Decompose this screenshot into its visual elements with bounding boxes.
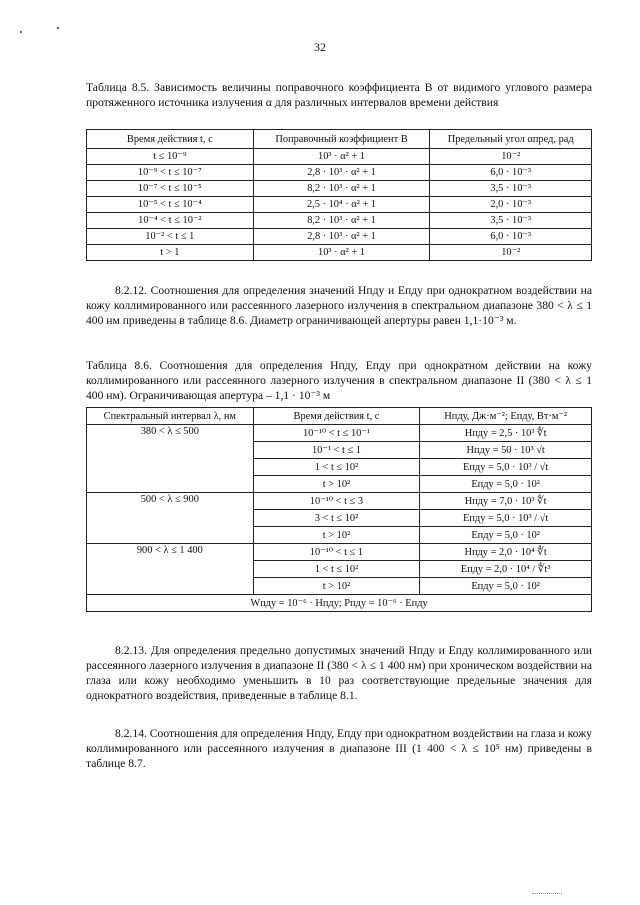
table-row: [87, 544, 592, 561]
col-header: Время действия t, с: [253, 408, 420, 425]
col-header: Спектральный интервал λ, нм: [87, 408, 254, 425]
col-header: Hпду, Дж·м⁻²; Eпду, Вт·м⁻²: [420, 408, 592, 425]
table-row: [87, 197, 592, 213]
table-header-row: [87, 130, 592, 149]
page-number: 32: [314, 40, 326, 54]
cell-formula: Hпду = 2,5 · 10³ ∜t: [420, 425, 592, 442]
cell-formula: Eпду = 5,0 · 10²: [420, 527, 592, 544]
cell-time: 10⁻¹⁰ < t ≤ 3: [253, 493, 420, 510]
cell-time: t ≤ 10⁻⁹: [87, 149, 254, 165]
cell-time: 10⁻⁴ < t ≤ 10⁻²: [87, 213, 254, 229]
table-row: [87, 181, 592, 197]
table-row: [87, 149, 592, 165]
cell-time: 1 < t ≤ 10²: [253, 459, 420, 476]
cell-coefficient: 8,2 · 10³ · α² + 1: [253, 213, 430, 229]
cell-formula: Hпду = 50 · 10³ √t: [420, 442, 592, 459]
paragraph-8-2-13: 8.2.13. Для определения предельно допустимых значений Hпду и Eпду коллимированного или рассеянного лазерного излучения в диапазоне II (380 < λ ≤ 1 400 нм) при хроническом воздействии на глаза или кожу необходимо уменьшить в 10 раз соответствующие предельные значения для однократного воздействия, приведенные в таблице 8.1.: [86, 644, 592, 702]
cell-coefficient: 8,2 · 10³ · α² + 1: [253, 181, 430, 197]
cell-angle: 10⁻²: [430, 245, 592, 261]
cell-angle: 3,5 · 10⁻³: [430, 213, 592, 229]
cell-angle: 6,0 · 10⁻³: [430, 165, 592, 181]
cell-angle: 10⁻²: [430, 149, 592, 165]
cell-coefficient: 10³ · α² + 1: [253, 149, 430, 165]
cell-interval: 500 < λ ≤ 900: [87, 493, 254, 544]
cell-time: 10⁻¹⁰ < t ≤ 1: [253, 544, 420, 561]
table-8-5: [86, 129, 592, 261]
cell-time: t > 10²: [253, 476, 420, 493]
cell-time: 10⁻⁹ < t ≤ 10⁻⁷: [87, 165, 254, 181]
cell-time: 10⁻¹⁰ < t ≤ 10⁻¹: [253, 425, 420, 442]
scan-edge-mark: [532, 893, 562, 900]
cell-angle: 2,0 · 10⁻³: [430, 197, 592, 213]
paragraph-8-2-12: 8.2.12. Соотношения для определения значений Hпду и Eпду при однократном воздействии на кожу коллимированного или рассеянного лазерного излучения в спектральном диапазоне 380 < λ ≤ 1 400 нм приведены в таблице 8.6. Диаметр ограничивающей апертуры равен 1,1·10⁻³ м.: [86, 284, 592, 327]
cell-coefficient: 10³ · α² + 1: [253, 245, 430, 261]
table-8-5-caption: Таблица 8.5. Зависимость величины поправочного коэффициента B от видимого углового размера протяженного источника излучения α для различных интервалов времени действия: [86, 81, 592, 109]
cell-footer-formula: Wпду = 10⁻⁶ · Hпду; Pпду = 10⁻⁶ · Eпду: [87, 595, 592, 612]
cell-coefficient: 2,8 · 10³ · α² + 1: [253, 165, 430, 181]
cell-time: t > 1: [87, 245, 254, 261]
cell-time: 10⁻⁷ < t ≤ 10⁻⁵: [87, 181, 254, 197]
cell-time: 10⁻⁵ < t ≤ 10⁻⁴: [87, 197, 254, 213]
table-8-6-caption: Таблица 8.6. Соотношения для определения Hпду, Eпду при однократном действии на кожу коллимированного или рассеянного лазерного излучения в спектральном диапазоне II (380 < λ ≤ 1 400 нм). Ограничивающая апертура – 1,1 · 10⁻³ м: [86, 359, 592, 402]
cell-coefficient: 2,8 · 10³ · α² + 1: [253, 229, 430, 245]
table-8-6: [86, 407, 592, 612]
cell-formula: Eпду = 2,0 · 10⁴ / ∜t³: [420, 561, 592, 578]
cell-formula: Eпду = 5,0 · 10²: [420, 578, 592, 595]
cell-angle: 3,5 · 10⁻³: [430, 181, 592, 197]
cell-angle: 6,0 · 10⁻³: [430, 229, 592, 245]
table-row: [87, 245, 592, 261]
scan-speck: [20, 31, 22, 33]
table-row: [87, 165, 592, 181]
table-row: [87, 493, 592, 510]
table-row: [87, 213, 592, 229]
table-row: [87, 425, 592, 442]
cell-interval: 900 < λ ≤ 1 400: [87, 544, 254, 595]
col-header: Предельный угол αпред, рад: [430, 130, 592, 149]
cell-time: 1 < t ≤ 10²: [253, 561, 420, 578]
cell-time: 3 < t ≤ 10²: [253, 510, 420, 527]
cell-coefficient: 2,5 · 10⁴ · α² + 1: [253, 197, 430, 213]
table-header-row: [87, 408, 592, 425]
cell-time: 10⁻¹ < t ≤ 1: [253, 442, 420, 459]
table-footer-row: [87, 595, 592, 612]
col-header: Время действия t, с: [87, 130, 254, 149]
cell-time: t > 10²: [253, 578, 420, 595]
scan-speck: [57, 27, 59, 29]
cell-time: t > 10²: [253, 527, 420, 544]
cell-formula: Hпду = 7,0 · 10³ ∜t: [420, 493, 592, 510]
paragraph-8-2-14: 8.2.14. Соотношения для определения Hпду, Eпду при однократном воздействии на глаза и кожу коллимированного или рассеянного излучения в диапазоне III (1 400 < λ ≤ 10⁵ нм) приведены в таблице 8.7.: [86, 727, 592, 770]
cell-formula: Eпду = 5,0 · 10³ / √t: [420, 459, 592, 476]
cell-formula: Eпду = 5,0 · 10³ / √t: [420, 510, 592, 527]
cell-formula: Eпду = 5,0 · 10²: [420, 476, 592, 493]
cell-interval: 380 < λ ≤ 500: [87, 425, 254, 493]
col-header: Поправочный коэффициент B: [253, 130, 430, 149]
cell-formula: Hпду = 2,0 · 10⁴ ∜t: [420, 544, 592, 561]
table-row: [87, 229, 592, 245]
cell-time: 10⁻² < t ≤ 1: [87, 229, 254, 245]
